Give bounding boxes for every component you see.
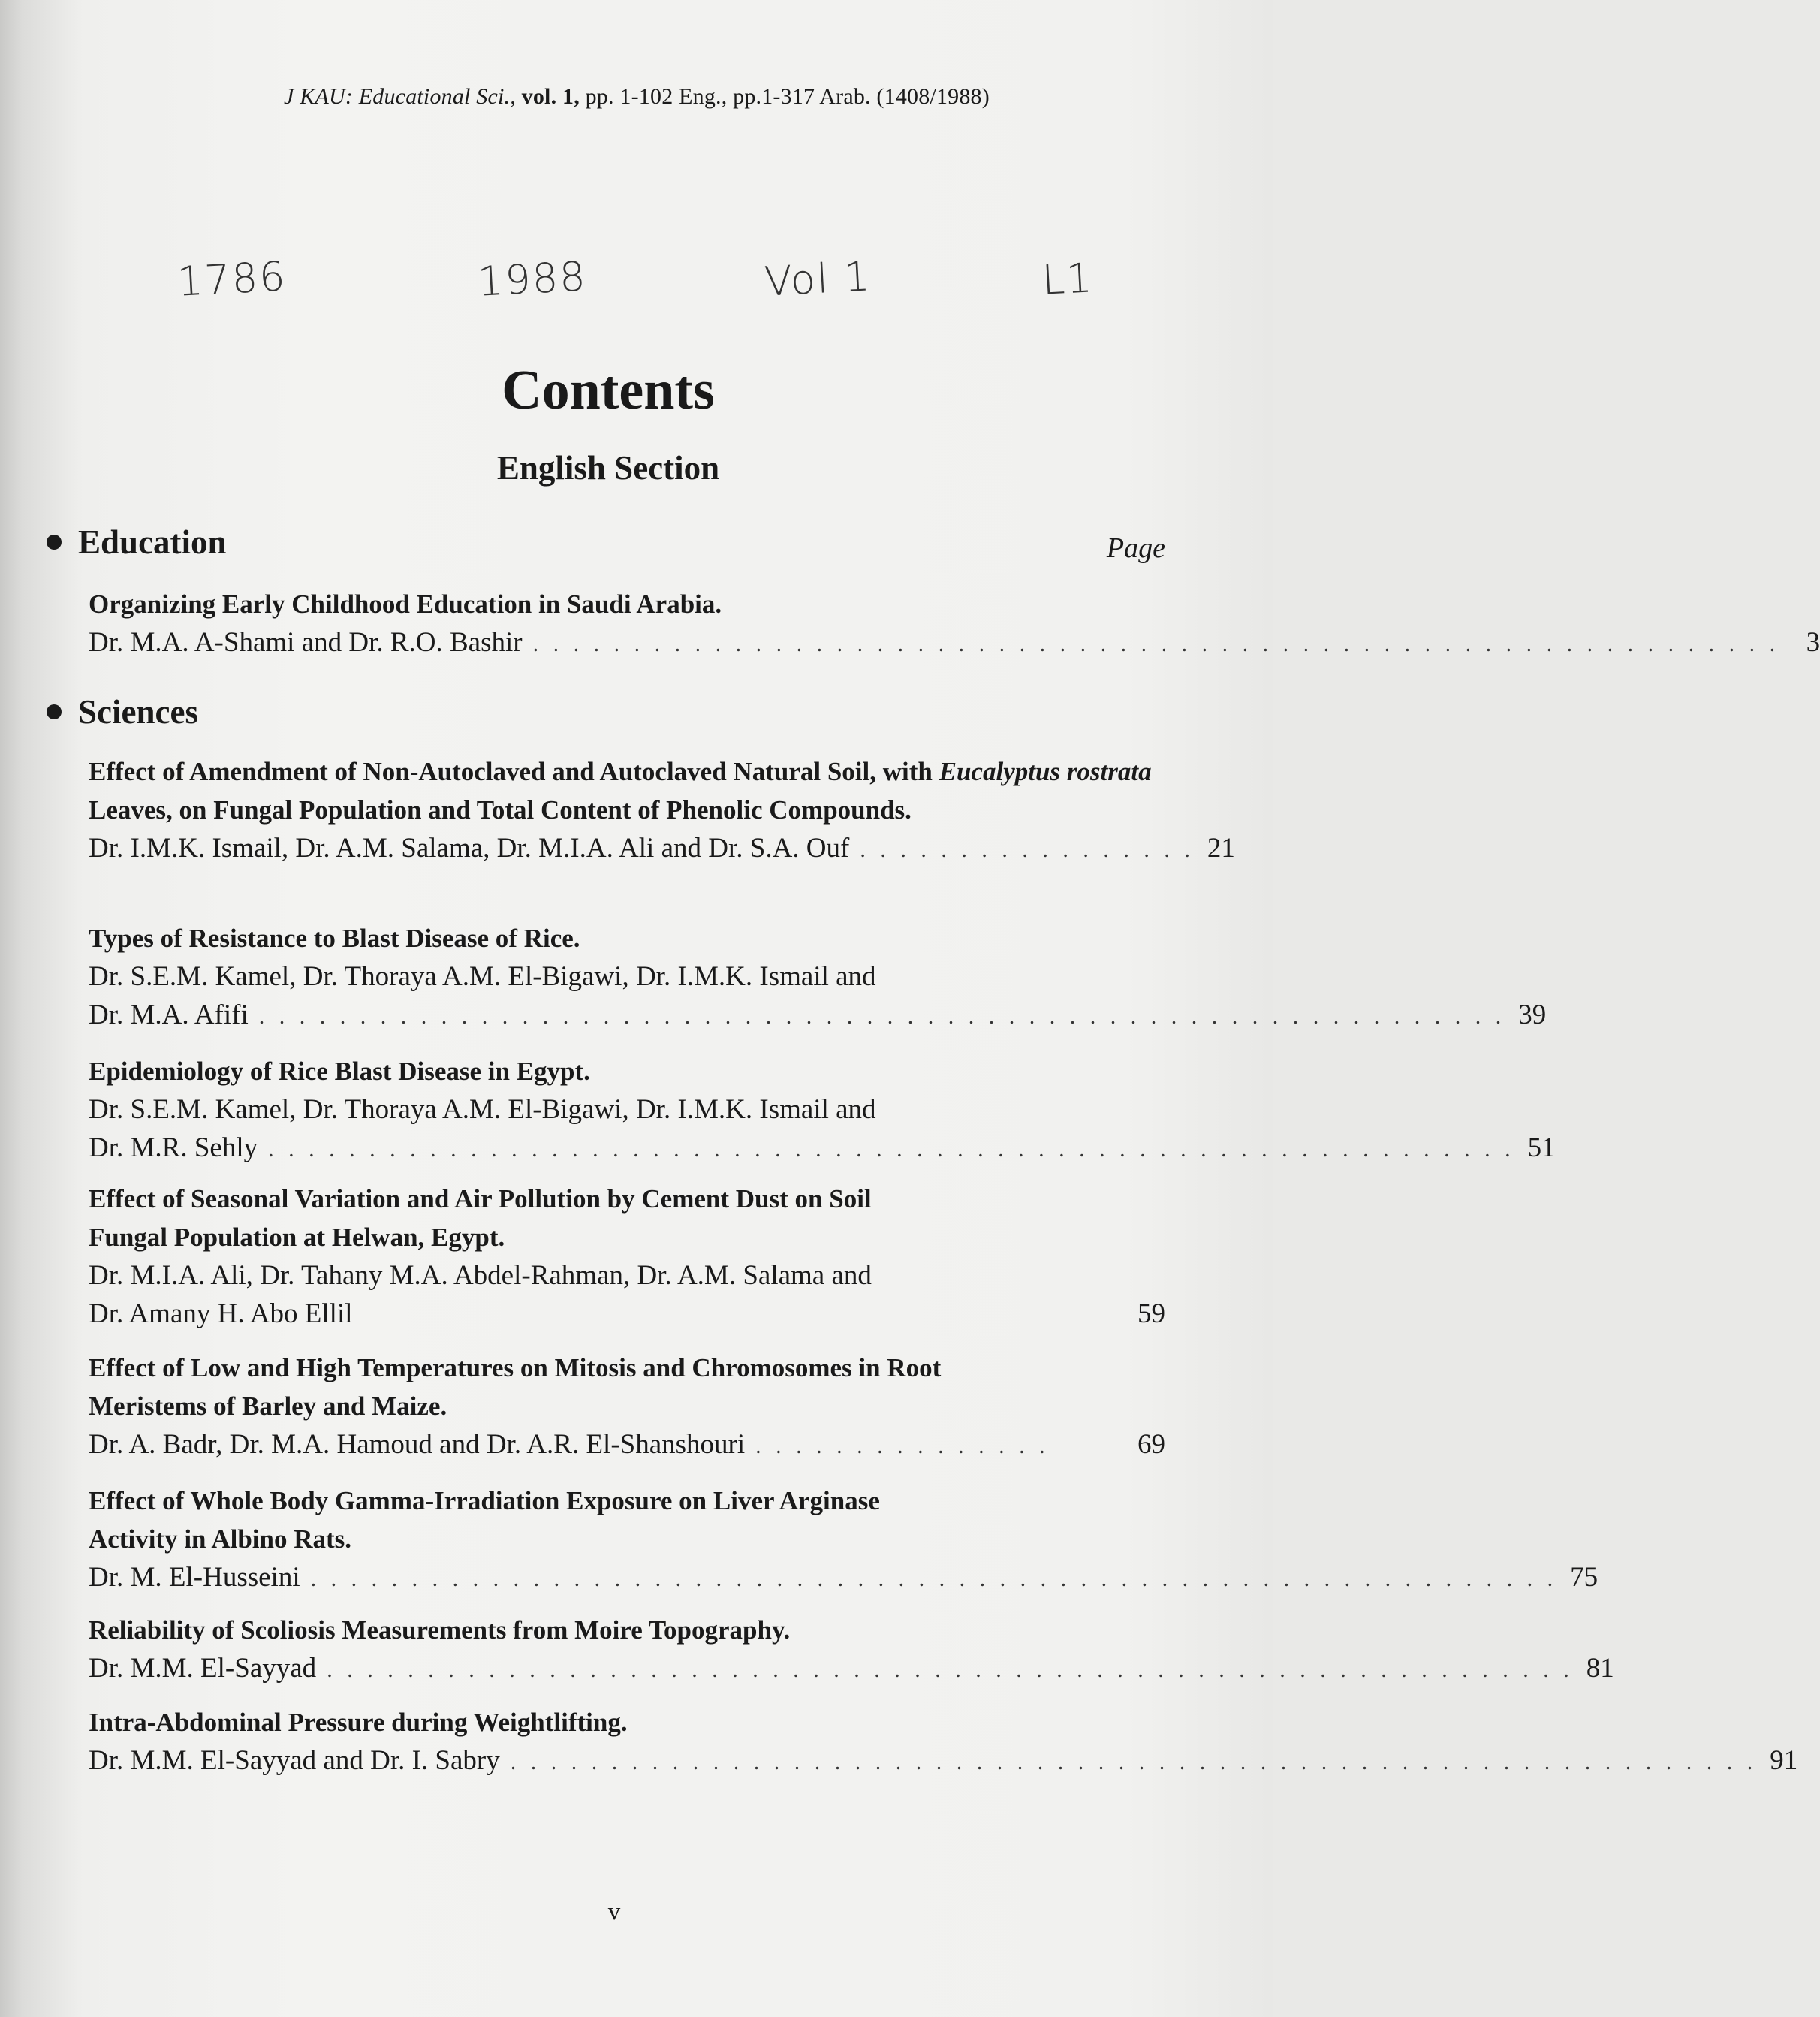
leader-dots: . . . . . . . . . . . . . . . . . . . . . . . . . . . . . . . . . . . . . . . . . . . . . . . . . . . . . . . . . . . . . . [510,1750,1758,1774]
entry-authors: Dr. M.M. El-Sayyad and Dr. I. Sabry [89,1745,500,1776]
journal-name: J KAU: [284,84,354,109]
entry-authors-cont: Dr. M.A. Afifi [89,999,249,1030]
leader-dots: . . . . . . . . . . . . . . . . . . . . . . . . . . . . . . . . . . . . . . . . . . . . . . . . . . . . . . . . . . . . . . [268,1137,1515,1162]
entry-title-part: Leaves, on Fungal Population and Total Content of Phenolic Compounds. [89,795,912,825]
journal-header [0,84,1273,110]
entry-authors: Dr. A. Badr, Dr. M.A. Hamoud and Dr. A.R. El-Shanshouri [89,1429,746,1460]
entry-author-line [89,1295,1165,1334]
entry-title-cont: Meristems of Barley and Maize. [89,1391,447,1421]
section-heading-label: Education [78,523,227,561]
entry-author-line [89,829,1235,869]
entry-author-line [89,1649,1614,1689]
toc-entry[interactable] [89,1482,1599,1598]
page-folio: v [607,1898,621,1925]
entry-page-number: 75 [1570,1562,1599,1593]
journal-volume: vol. 1, [521,84,580,109]
page-column-heading: Page [1106,532,1165,564]
entry-authors: Dr. M.I.A. Ali, Dr. Tahany M.A. Abdel-Rahman, Dr. A.M. Salama and [89,1260,872,1291]
handwritten-note-3: Vol 1 [763,252,872,306]
leader-dots: . . . . . . . . . . . . . . . . . . . . . . . . . . . . . . . . . . . . . . . . . . . . . . . . . . . . . . . . . . . . . . [258,1004,1506,1029]
entry-title [89,752,1165,829]
entry-authors: Dr. M. El-Husseini [89,1562,300,1593]
toc-entry[interactable] [89,919,1547,1036]
entry-author-line [89,1129,1556,1168]
entry-page-number: 39 [1518,999,1547,1030]
leader-dots: . . . . . . . . . . . . . . . . . . . . . . . . . . . . . . . . . . . . . . . . . . . . . . . . . . . . . . . . . . . . . . [327,1657,1574,1682]
toc-entry[interactable] [89,1611,1614,1689]
entry-title: Types of Resistance to Blast Disease of Rice. [89,924,580,953]
entry-page-number: 59 [1138,1298,1165,1329]
leader-dots [363,1296,1125,1334]
entry-title: Reliability of Scoliosis Measurements from Moire Topography. [89,1615,791,1645]
entry-authors: Dr. M.A. A-Shami and Dr. R.O. Bashir [89,627,523,658]
entry-authors-cont: Dr. M.R. Sehly [89,1132,258,1163]
entry-title-cont: Activity in Albino Rats. [89,1524,352,1554]
leader-dots: . . . . . . . . . . . . . . . . . . . . . . . . . . . . . . . . . . . . . . . . . . . . . . . . . . . . . . . . . . . . . . [532,632,1780,656]
entry-title: Effect of Whole Body Gamma-Irradiation Exposure on Liver Arginase [89,1486,880,1515]
entry-title: Epidemiology of Rice Blast Disease in Egypt. [89,1057,590,1086]
entry-page-number: 91 [1770,1745,1798,1776]
section-heading-label: Sciences [78,693,198,731]
section-heading-sciences [47,692,198,731]
entry-author-line [89,996,1547,1036]
journal-pages: pp. 1-102 Eng., pp.1-317 Arab. (1408/1988) [585,84,990,109]
entry-page-number: 81 [1586,1653,1614,1684]
entry-page-number: 51 [1527,1132,1556,1163]
toc-entry[interactable] [89,1180,1165,1334]
entry-page-number: 69 [1138,1429,1165,1460]
entry-page-number: 3 [1806,627,1820,658]
entry-author-line [89,1425,1165,1465]
entry-author-line [89,1558,1599,1598]
handwritten-note-1: 1786 [176,252,288,306]
entry-title: Effect of Low and High Temperatures on Mitosis and Chromosomes in Root [89,1353,942,1382]
entry-title: Intra-Abdominal Pressure during Weightlifting. [89,1708,628,1737]
toc-entry[interactable] [89,1349,1165,1465]
section-subtitle: English Section [496,449,720,487]
leader-dots: . . . . . . . . . . . . . . . . . . . . . . . . . . . . . . . . . . . . . . . . . . . . . . . . . . . . . . . . . . . . . . [310,1566,1558,1591]
bullet-icon [47,704,62,719]
section-heading-education [47,523,227,562]
entry-authors: Dr. S.E.M. Kamel, Dr. Thoraya A.M. El-Bigawi, Dr. I.M.K. Ismail and [89,961,876,992]
entry-authors: Dr. M.M. El-Sayyad [89,1653,317,1684]
entry-title-part: Effect of Amendment of Non-Autoclaved and Autoclaved Natural Soil, with [89,757,939,786]
entry-title: Organizing Early Childhood Education in Saudi Arabia. [89,589,722,619]
leader-dots: . . . . . . . . . . . . . . . [755,1434,1050,1458]
handwritten-note-2: 1988 [476,252,588,306]
handwritten-note-4: L1 [1041,254,1095,304]
entry-authors-cont: Dr. Amany H. Abo Ellil [89,1298,353,1329]
entry-author-line [89,1741,1798,1781]
entry-page-number: 21 [1207,833,1235,864]
toc-entry[interactable] [89,1703,1798,1781]
entry-authors: Dr. I.M.K. Ismail, Dr. A.M. Salama, Dr. M.I.A. Ali and Dr. S.A. Ouf [89,833,850,864]
entry-title: Effect of Seasonal Variation and Air Pollution by Cement Dust on Soil [89,1184,872,1214]
toc-entry[interactable] [89,1052,1556,1168]
page-title: Contents [502,360,715,421]
leader-dots: . . . . . . . . . . . . . . . . . [860,837,1195,862]
entry-authors: Dr. S.E.M. Kamel, Dr. Thoraya A.M. El-Bigawi, Dr. I.M.K. Ismail and [89,1094,876,1125]
journal-series: Educational Sci., [358,84,516,109]
toc-entry[interactable] [89,585,1820,663]
entry-author-line [89,623,1820,663]
toc-entry[interactable] [89,752,1235,869]
entry-title-cont: Fungal Population at Helwan, Egypt. [89,1223,505,1252]
entry-title-species: Eucalyptus rostrata [939,757,1152,786]
bullet-icon [47,535,62,550]
